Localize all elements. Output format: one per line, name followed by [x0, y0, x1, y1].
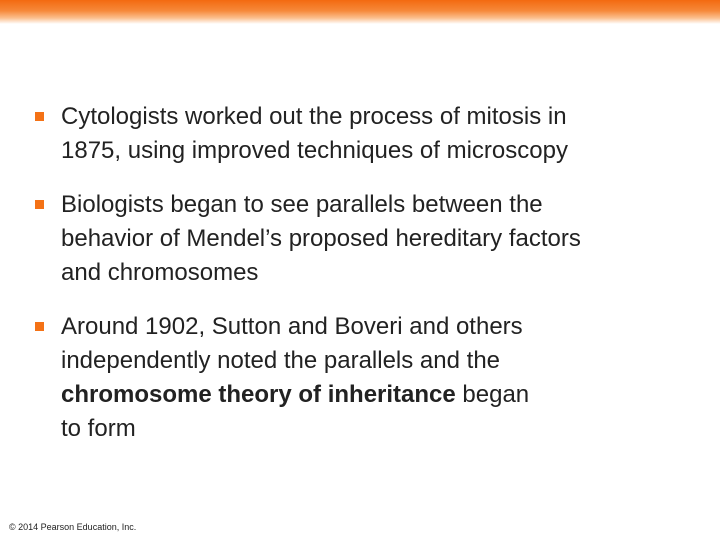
bullet-line: Cytologists worked out the process of mitosis in	[61, 103, 567, 130]
bullet-text	[61, 100, 694, 168]
bullet-item-chromosome-theory	[34, 310, 694, 446]
bullet-line: independently noted the parallels and the	[61, 347, 501, 374]
bullet-line: behavior of Mendel’s proposed hereditary factors	[61, 225, 581, 252]
key-term: chromosome theory of inheritance	[61, 381, 456, 408]
bullet-line: Around 1902, Sutton and Boveri and others	[61, 313, 523, 340]
bullet-line: Biologists began to see parallels between the	[61, 191, 543, 218]
bullet-item-parallels	[34, 188, 694, 290]
bullet-line-rest: began	[455, 381, 530, 408]
square-bullet-icon	[35, 112, 44, 121]
square-bullet-icon	[35, 200, 44, 209]
bullet-text	[61, 310, 694, 446]
square-bullet-icon	[35, 322, 44, 331]
header-accent-bar	[0, 0, 720, 24]
bullet-line: 1875, using improved techniques of microscopy	[61, 137, 568, 164]
bullet-text	[61, 188, 694, 290]
bullet-item-mitosis	[34, 100, 694, 168]
bullet-line: to form	[61, 415, 136, 442]
copyright-notice: © 2014 Pearson Education, Inc.	[9, 522, 137, 532]
bullet-line	[61, 378, 694, 412]
bullet-line: and chromosomes	[61, 259, 259, 286]
bullet-list	[34, 100, 694, 446]
